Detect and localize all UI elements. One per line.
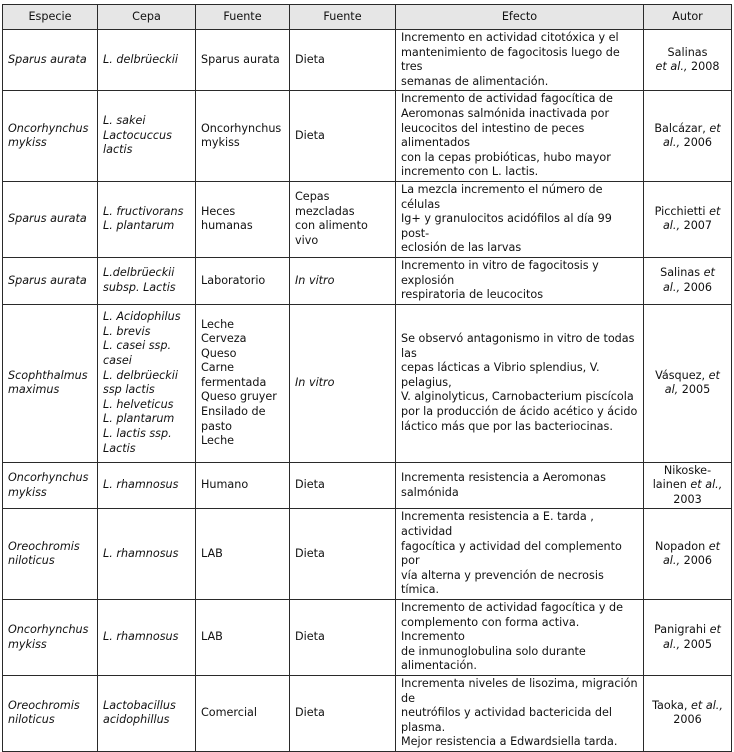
- cell-fuente-2: Cepas mezcladas con alimento vivo: [290, 181, 396, 257]
- cell-fuente: Humano: [196, 462, 290, 509]
- cell-autor: Taoka, et al., 2006: [644, 676, 732, 752]
- header-fuente: Fuente: [196, 5, 290, 30]
- cell-fuente: Oncorhynchus mykiss: [196, 91, 290, 182]
- table-row: [3, 676, 732, 752]
- table-header: [3, 5, 732, 30]
- cell-fuente-2: Dieta: [290, 600, 396, 676]
- cell-cepa: L. fructivorans L. plantarum: [98, 181, 196, 257]
- cell-fuente-2: Dieta: [290, 30, 396, 91]
- cell-efecto: Incrementa niveles de lisozima, migración de neutrófilos y actividad bactericida del plasma. Mejor resistencia a Edwardsiella tarda.: [396, 676, 644, 752]
- cell-fuente-2: In vitro: [290, 257, 396, 304]
- cell-autor: Vásquez, et al, 2005: [644, 304, 732, 462]
- header-row: [3, 5, 732, 30]
- cell-autor: Panigrahi et al., 2005: [644, 600, 732, 676]
- table-row: [3, 509, 732, 600]
- table-row: [3, 91, 732, 182]
- table-row: [3, 257, 732, 304]
- cell-autor: Salinas et al., 2006: [644, 257, 732, 304]
- cell-fuente: Comercial: [196, 676, 290, 752]
- cell-especie: Scophthalmus maximus: [3, 304, 98, 462]
- cell-fuente: Sparus aurata: [196, 30, 290, 91]
- cell-especie: Oreochromis niloticus: [3, 676, 98, 752]
- cell-especie: Sparus aurata: [3, 30, 98, 91]
- cell-autor: Balcázar, et al., 2006: [644, 91, 732, 182]
- table-body: [3, 30, 732, 752]
- cell-fuente-2: Dieta: [290, 509, 396, 600]
- cell-efecto: Incremento de actividad fagocítica de Aeromonas salmónida inactivada por leucocitos del intestino de peces alimentados con la cepas probióticas, hubo mayor incremento con L. lactis.: [396, 91, 644, 182]
- cell-cepa: L. Acidophilus L. brevis L. casei ssp. casei L. delbrüeckii ssp lactis L. helveticus L. plantarum L. lactis ssp. Lactis: [98, 304, 196, 462]
- cell-fuente: Heces humanas: [196, 181, 290, 257]
- cell-cepa: Lactobacillus acidophillus: [98, 676, 196, 752]
- table-row: [3, 600, 732, 676]
- cell-especie: Sparus aurata: [3, 181, 98, 257]
- header-cepa: Cepa: [98, 5, 196, 30]
- cell-fuente-2: In vitro: [290, 304, 396, 462]
- cell-autor: Nopadon et al., 2006: [644, 509, 732, 600]
- cell-efecto: Incremento de actividad fagocítica y de complemento con forma activa. Incremento de inmunoglobulina solo durante alimentación.: [396, 600, 644, 676]
- cell-cepa: L. rhamnosus: [98, 462, 196, 509]
- cell-autor: Picchietti et al., 2007: [644, 181, 732, 257]
- cell-efecto: Incrementa resistencia a E. tarda , actividad fagocítica y actividad del complemento por vía alterna y prevención de necrosis tímica.: [396, 509, 644, 600]
- cell-cepa: L. sakei Lactocuccus lactis: [98, 91, 196, 182]
- cell-fuente-2: Dieta: [290, 462, 396, 509]
- cell-especie: Oncorhynchus mykiss: [3, 91, 98, 182]
- cell-especie: Oncorhynchus mykiss: [3, 462, 98, 509]
- cell-especie: Oncorhynchus mykiss: [3, 600, 98, 676]
- cell-fuente: Leche Cerveza Queso Carne fermentada Queso gruyer Ensilado de pasto Leche: [196, 304, 290, 462]
- cell-fuente-2: Dieta: [290, 91, 396, 182]
- cell-efecto: Incremento en actividad citotóxica y el mantenimiento de fagocitosis luego de tres semanas de alimentación.: [396, 30, 644, 91]
- header-autor: Autor: [644, 5, 732, 30]
- table-row: [3, 304, 732, 462]
- table-row: [3, 30, 732, 91]
- cell-fuente: Laboratorio: [196, 257, 290, 304]
- header-efecto: Efecto: [396, 5, 644, 30]
- cell-efecto: La mezcla incremento el número de células Ig+ y granulocitos acidófilos al día 99 post- eclosión de las larvas: [396, 181, 644, 257]
- cell-cepa: L.delbrüeckii subsp. Lactis: [98, 257, 196, 304]
- header-fuente-2: Fuente: [290, 5, 396, 30]
- cell-cepa: L. rhamnosus: [98, 509, 196, 600]
- cell-fuente: LAB: [196, 600, 290, 676]
- header-especie: Especie: [3, 5, 98, 30]
- cell-fuente: LAB: [196, 509, 290, 600]
- table-row: [3, 181, 732, 257]
- cell-cepa: L. rhamnosus: [98, 600, 196, 676]
- cell-efecto: Incrementa resistencia a Aeromonas salmónida: [396, 462, 644, 509]
- table-row: [3, 462, 732, 509]
- cell-autor: Salinas et al., 2008: [644, 30, 732, 91]
- cell-efecto: Se observó antagonismo in vitro de todas las cepas lácticas a Vibrio splendius, V. pelagius, V. alginolyticus, Carnobacterium piscícola por la producción de ácido acético y ácido láctico más que por las bacteriocinas.: [396, 304, 644, 462]
- cell-especie: Oreochromis niloticus: [3, 509, 98, 600]
- cell-cepa: L. delbrüeckii: [98, 30, 196, 91]
- cell-autor: Nikoske- lainen et al., 2003: [644, 462, 732, 509]
- cell-especie: Sparus aurata: [3, 257, 98, 304]
- probiotics-table: [2, 4, 732, 752]
- cell-fuente-2: Dieta: [290, 676, 396, 752]
- cell-efecto: Incremento in vitro de fagocitosis y explosión respiratoria de leucocitos: [396, 257, 644, 304]
